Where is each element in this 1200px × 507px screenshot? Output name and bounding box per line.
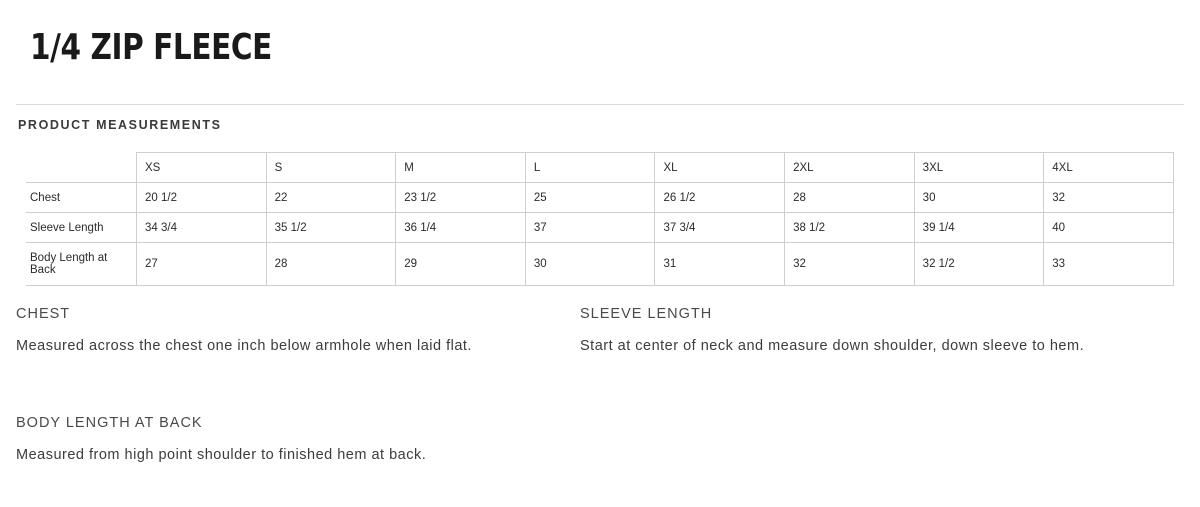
table-body [26,183,1174,286]
note-sleeve-length-title: SLEEVE LENGTH [580,306,713,322]
cell-chest-3xl: 30 [914,183,1044,213]
page-title: 1/4 ZIP FLEECE [30,27,272,68]
note-chest [16,306,556,359]
cell-sleeve-s: 35 1/2 [266,213,396,243]
cell-body-length-xl: 31 [655,243,785,286]
column-header-xs: XS [137,153,267,183]
section-label-product-measurements: PRODUCT MEASUREMENTS [18,118,222,132]
column-header-l: L [525,153,655,183]
cell-body-length-2xl: 32 [785,243,915,286]
note-body-length-at-back [16,415,576,468]
column-header-m: M [396,153,526,183]
row-label-sleeve-length: Sleeve Length [26,213,137,243]
cell-chest-m: 23 1/2 [396,183,526,213]
cell-sleeve-m: 36 1/4 [396,213,526,243]
cell-sleeve-l: 37 [525,213,655,243]
cell-chest-xl: 26 1/2 [655,183,785,213]
column-header-3xl: 3XL [914,153,1044,183]
note-chest-title: CHEST [16,306,71,322]
cell-body-length-xs: 27 [137,243,267,286]
cell-sleeve-xs: 34 3/4 [137,213,267,243]
note-sleeve-length [580,306,1120,359]
cell-body-length-s: 28 [266,243,396,286]
note-body-length-at-back-title: BODY LENGTH AT BACK [16,415,203,431]
column-header-2xl: 2XL [785,153,915,183]
cell-body-length-4xl: 33 [1044,243,1174,286]
cell-sleeve-3xl: 39 1/4 [914,213,1044,243]
row-label-chest: Chest [26,183,137,213]
cell-chest-l: 25 [525,183,655,213]
table-corner-cell [26,153,137,183]
column-header-s: S [266,153,396,183]
cell-chest-4xl: 32 [1044,183,1174,213]
table-row [26,183,1174,213]
cell-body-length-l: 30 [525,243,655,286]
row-label-body-length-at-back: Body Length at Back [26,243,137,286]
table-header [26,153,1174,183]
table-header-row [26,153,1174,183]
cell-chest-2xl: 28 [785,183,915,213]
note-body-length-at-back-body: Measured from high point shoulder to finished hem at back. [16,447,427,463]
cell-sleeve-2xl: 38 1/2 [785,213,915,243]
measurements-table [26,152,1174,286]
note-sleeve-length-body: Start at center of neck and measure down shoulder, down sleeve to hem. [580,338,1085,354]
cell-body-length-m: 29 [396,243,526,286]
note-chest-body: Measured across the chest one inch below armhole when laid flat. [16,338,472,354]
table-row [26,243,1174,286]
cell-sleeve-xl: 37 3/4 [655,213,785,243]
table-row [26,213,1174,243]
cell-sleeve-4xl: 40 [1044,213,1174,243]
cell-chest-xs: 20 1/2 [137,183,267,213]
cell-body-length-3xl: 32 1/2 [914,243,1044,286]
column-header-xl: XL [655,153,785,183]
cell-chest-s: 22 [266,183,396,213]
column-header-4xl: 4XL [1044,153,1174,183]
header-divider [16,104,1184,105]
